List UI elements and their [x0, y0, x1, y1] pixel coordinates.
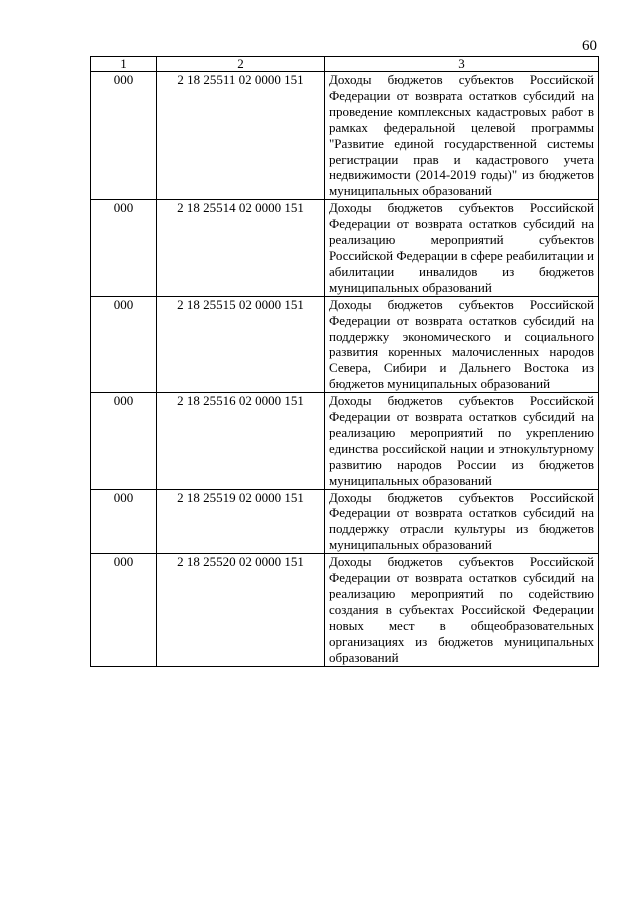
- admin-code-cell: 000: [91, 296, 157, 392]
- description-cell: Доходы бюджетов субъектов Российской Федерации от возврата остатков субсидий на реализацию мероприятий по укреплению единства российской нации и этнокультурному развитию народов России из бюджетов муниципальных образований: [325, 393, 599, 489]
- admin-code-cell: 000: [91, 554, 157, 666]
- table-row: [91, 554, 599, 666]
- page-number: 60: [582, 38, 597, 54]
- header-col-3: 3: [325, 57, 599, 72]
- header-col-2: 2: [157, 57, 325, 72]
- admin-code-cell: 000: [91, 200, 157, 296]
- table-header: [91, 57, 599, 72]
- budget-code-cell: 2 18 25515 02 0000 151: [157, 296, 325, 392]
- table-row: [91, 296, 599, 392]
- admin-code-cell: 000: [91, 489, 157, 554]
- table-row: [91, 200, 599, 296]
- budget-code-cell: 2 18 25516 02 0000 151: [157, 393, 325, 489]
- budget-code-cell: 2 18 25514 02 0000 151: [157, 200, 325, 296]
- description-cell: Доходы бюджетов субъектов Российской Федерации от возврата остатков субсидий на проведение комплексных кадастровых работ в рамках федеральной целевой программы "Развитие единой государственной системы регистрации прав и кадастрового учета недвижимости (2014-2019 годы)" из бюджетов муниципальных образований: [325, 72, 599, 200]
- header-col-1: 1: [91, 57, 157, 72]
- admin-code-cell: 000: [91, 72, 157, 200]
- description-cell: Доходы бюджетов субъектов Российской Федерации от возврата остатков субсидий на реализацию мероприятий субъектов Российской Федерации в сфере реабилитации и абилитации инвалидов из бюджетов муниципальных образований: [325, 200, 599, 296]
- budget-code-cell: 2 18 25519 02 0000 151: [157, 489, 325, 554]
- budget-code-cell: 2 18 25511 02 0000 151: [157, 72, 325, 200]
- header-row: [91, 57, 599, 72]
- table-body: [91, 72, 599, 667]
- admin-code-cell: 000: [91, 393, 157, 489]
- budget-revenue-table: [90, 56, 599, 667]
- table-row: [91, 393, 599, 489]
- description-cell: Доходы бюджетов субъектов Российской Федерации от возврата остатков субсидий на поддержку экономического и социального развития коренных малочисленных народов Севера, Сибири и Дальнего Востока из бюджетов муниципальных образований: [325, 296, 599, 392]
- description-cell: Доходы бюджетов субъектов Российской Федерации от возврата остатков субсидий на поддержку отрасли культуры из бюджетов муниципальных образований: [325, 489, 599, 554]
- table-row: [91, 72, 599, 200]
- table-row: [91, 489, 599, 554]
- description-cell: Доходы бюджетов субъектов Российской Федерации от возврата остатков субсидий на реализацию мероприятий по содействию создания в субъектах Российской Федерации новых мест в общеобразовательных организациях из бюджетов муниципальных образований: [325, 554, 599, 666]
- budget-code-cell: 2 18 25520 02 0000 151: [157, 554, 325, 666]
